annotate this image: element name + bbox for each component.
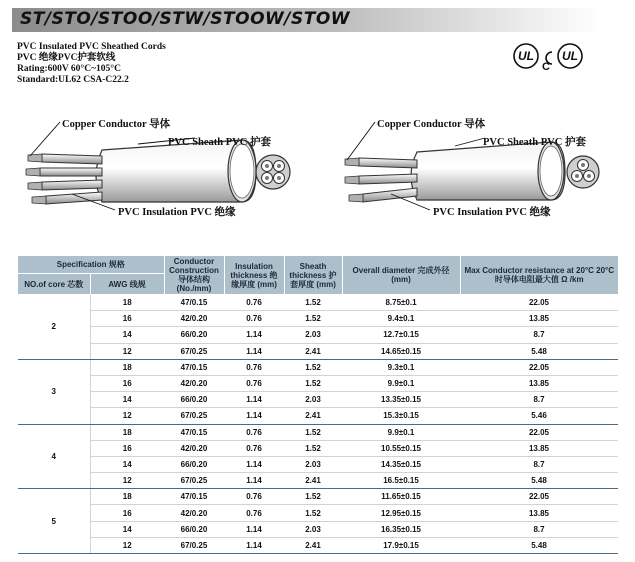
awg-cell: 14 xyxy=(90,392,164,408)
resistance-cell: 13.85 xyxy=(460,440,618,456)
table-row xyxy=(18,521,618,537)
awg-cell: 12 xyxy=(90,537,164,553)
sheath-cell: 2.41 xyxy=(284,537,342,553)
table-row xyxy=(18,440,618,456)
sheath-cell: 1.52 xyxy=(284,311,342,327)
resistance-cell: 8.7 xyxy=(460,456,618,472)
ul-mark-text: UL xyxy=(518,49,534,63)
copper-conductor-label: Copper Conductor 导体 xyxy=(377,119,486,130)
core-count-cell: 4 xyxy=(18,424,90,489)
awg-cell: 14 xyxy=(90,327,164,343)
insulation-cell: 0.76 xyxy=(224,375,284,391)
table-row xyxy=(18,359,618,375)
sheath-cell: 1.52 xyxy=(284,505,342,521)
diameter-cell: 9.4±0.1 xyxy=(342,311,460,327)
diameter-cell: 13.35±0.15 xyxy=(342,392,460,408)
diameter-cell: 12.7±0.15 xyxy=(342,327,460,343)
insulation-cell: 0.76 xyxy=(224,311,284,327)
pvc-sheath-label: PVC Sheath PVC 护套 xyxy=(168,137,271,148)
resistance-cell: 8.7 xyxy=(460,392,618,408)
pvc-insulation-label: PVC Insulation PVC 绝缘 xyxy=(118,207,236,218)
sheath-cell: 2.41 xyxy=(284,473,342,489)
sheath-cell: 2.03 xyxy=(284,327,342,343)
conductor-cell: 42/0.20 xyxy=(164,505,224,521)
title-bar xyxy=(12,8,602,32)
sheath-cell: 2.03 xyxy=(284,521,342,537)
resistance-cell: 13.85 xyxy=(460,375,618,391)
awg-cell: 18 xyxy=(90,295,164,311)
sheath-cell: 1.52 xyxy=(284,440,342,456)
awg-cell: 16 xyxy=(90,375,164,391)
awg-cell: 12 xyxy=(90,343,164,359)
awg-cell: 14 xyxy=(90,456,164,472)
diameter-cell: 10.55±0.15 xyxy=(342,440,460,456)
conductor-cell: 47/0.15 xyxy=(164,359,224,375)
resistance-cell: 22.05 xyxy=(460,424,618,440)
resistance-cell: 22.05 xyxy=(460,489,618,505)
sheath-cell: 1.52 xyxy=(284,295,342,311)
conductor-cell: 47/0.15 xyxy=(164,424,224,440)
table-row xyxy=(18,295,618,311)
insulation-cell: 1.14 xyxy=(224,392,284,408)
cul-mark-text: UL xyxy=(562,49,578,63)
core-count-cell: 2 xyxy=(18,295,90,360)
table-row xyxy=(18,408,618,424)
diameter-cell: 14.65±0.15 xyxy=(342,343,460,359)
resistance-cell: 5.46 xyxy=(460,408,618,424)
conductor-cell: 47/0.15 xyxy=(164,489,224,505)
table-row xyxy=(18,327,618,343)
table-row xyxy=(18,456,618,472)
conductor-cell: 66/0.20 xyxy=(164,521,224,537)
awg-cell: 16 xyxy=(90,311,164,327)
table-row xyxy=(18,343,618,359)
sheath-cell: 1.52 xyxy=(284,359,342,375)
insulation-cell: 1.14 xyxy=(224,408,284,424)
awg-cell: 16 xyxy=(90,440,164,456)
pvc-sheath-label: PVC Sheath PVC 护套 xyxy=(483,137,586,148)
spec-line-standard: Standard:UL62 CSA-C22.2 xyxy=(17,75,129,85)
page-title: ST/STO/STOO/STW/STOOW/STOW xyxy=(20,9,351,29)
cable-diagram-3-core xyxy=(335,110,615,220)
header-max-resistance: Max Conductor resistance at 20°C 20°C时导体电阻最大值 Ω /km xyxy=(460,256,618,295)
header-conductor-construction: Conductor Construction 导体结构 (No./mm) xyxy=(164,256,224,295)
conductor-cell: 67/0.25 xyxy=(164,408,224,424)
conductor-cell: 66/0.20 xyxy=(164,327,224,343)
table-row xyxy=(18,424,618,440)
sheath-cell: 2.03 xyxy=(284,392,342,408)
pvc-insulation-label: PVC Insulation PVC 绝缘 xyxy=(433,207,551,218)
resistance-cell: 13.85 xyxy=(460,505,618,521)
diameter-cell: 16.5±0.15 xyxy=(342,473,460,489)
conductor-cell: 47/0.15 xyxy=(164,295,224,311)
insulation-cell: 0.76 xyxy=(224,440,284,456)
insulation-cell: 0.76 xyxy=(224,489,284,505)
sheath-cell: 2.03 xyxy=(284,456,342,472)
awg-cell: 12 xyxy=(90,473,164,489)
conductor-cell: 66/0.20 xyxy=(164,392,224,408)
diameter-cell: 16.35±0.15 xyxy=(342,521,460,537)
diameter-cell: 15.3±0.15 xyxy=(342,408,460,424)
resistance-cell: 5.48 xyxy=(460,473,618,489)
diameter-cell: 12.95±0.15 xyxy=(342,505,460,521)
conductor-cell: 67/0.25 xyxy=(164,537,224,553)
spec-line-type-cn: PVC 绝缘PVC护套软线 xyxy=(17,53,116,63)
awg-cell: 18 xyxy=(90,359,164,375)
header-overall-diameter: Overall diameter 完成外径 (mm) xyxy=(342,256,460,295)
sheath-cell: 2.41 xyxy=(284,343,342,359)
table-row xyxy=(18,489,618,505)
spec-line-rating: Rating:600V 60°C~105°C xyxy=(17,64,121,74)
insulation-cell: 0.76 xyxy=(224,505,284,521)
diameter-cell: 9.9±0.1 xyxy=(342,375,460,391)
insulation-cell: 1.14 xyxy=(224,537,284,553)
sheath-cell: 2.41 xyxy=(284,408,342,424)
insulation-cell: 1.14 xyxy=(224,343,284,359)
diameter-cell: 9.9±0.1 xyxy=(342,424,460,440)
spec-table xyxy=(18,256,618,554)
insulation-cell: 0.76 xyxy=(224,424,284,440)
diameter-cell: 11.65±0.15 xyxy=(342,489,460,505)
table-row xyxy=(18,537,618,553)
table-row xyxy=(18,505,618,521)
table-row xyxy=(18,311,618,327)
copper-conductor-label: Copper Conductor 导体 xyxy=(62,119,171,130)
diameter-cell: 9.3±0.1 xyxy=(342,359,460,375)
table-row xyxy=(18,375,618,391)
insulation-cell: 0.76 xyxy=(224,295,284,311)
conductor-cell: 42/0.20 xyxy=(164,375,224,391)
awg-cell: 14 xyxy=(90,521,164,537)
header-specification: Specification 规格 xyxy=(18,256,164,274)
insulation-cell: 1.14 xyxy=(224,327,284,343)
c-mark-text: C xyxy=(542,61,550,73)
insulation-cell: 1.14 xyxy=(224,521,284,537)
resistance-cell: 22.05 xyxy=(460,359,618,375)
diameter-cell: 17.9±0.15 xyxy=(342,537,460,553)
diameter-cell: 14.35±0.15 xyxy=(342,456,460,472)
header-awg: AWG 线规 xyxy=(90,274,164,295)
insulation-cell: 1.14 xyxy=(224,473,284,489)
header-no-of-core: NO.of core 芯数 xyxy=(18,274,90,295)
resistance-cell: 5.48 xyxy=(460,343,618,359)
core-count-cell: 3 xyxy=(18,359,90,424)
conductor-cell: 42/0.20 xyxy=(164,440,224,456)
spec-line-type: PVC Insulated PVC Sheathed Cords xyxy=(17,42,166,52)
resistance-cell: 8.7 xyxy=(460,521,618,537)
spec-summary xyxy=(17,42,166,86)
header-sheath-thickness: Sheath thickness 护套厚度 (mm) xyxy=(284,256,342,295)
conductor-cell: 67/0.25 xyxy=(164,343,224,359)
certification-marks xyxy=(512,40,592,76)
sheath-cell: 1.52 xyxy=(284,489,342,505)
insulation-cell: 1.14 xyxy=(224,456,284,472)
spec-table-body xyxy=(18,295,618,554)
conductor-cell: 67/0.25 xyxy=(164,473,224,489)
diameter-cell: 8.75±0.1 xyxy=(342,295,460,311)
resistance-cell: 5.48 xyxy=(460,537,618,553)
core-count-cell: 5 xyxy=(18,489,90,554)
resistance-cell: 22.05 xyxy=(460,295,618,311)
sheath-cell: 1.52 xyxy=(284,375,342,391)
awg-cell: 18 xyxy=(90,489,164,505)
resistance-cell: 13.85 xyxy=(460,311,618,327)
awg-cell: 18 xyxy=(90,424,164,440)
awg-cell: 16 xyxy=(90,505,164,521)
conductor-cell: 42/0.20 xyxy=(164,311,224,327)
awg-cell: 12 xyxy=(90,408,164,424)
header-insulation-thickness: Insulation thickness 绝缘厚度 (mm) xyxy=(224,256,284,295)
conductor-cell: 66/0.20 xyxy=(164,456,224,472)
cable-diagram-4-core xyxy=(20,110,300,220)
sheath-cell: 1.52 xyxy=(284,424,342,440)
resistance-cell: 8.7 xyxy=(460,327,618,343)
insulation-cell: 0.76 xyxy=(224,359,284,375)
table-row xyxy=(18,392,618,408)
table-row xyxy=(18,473,618,489)
